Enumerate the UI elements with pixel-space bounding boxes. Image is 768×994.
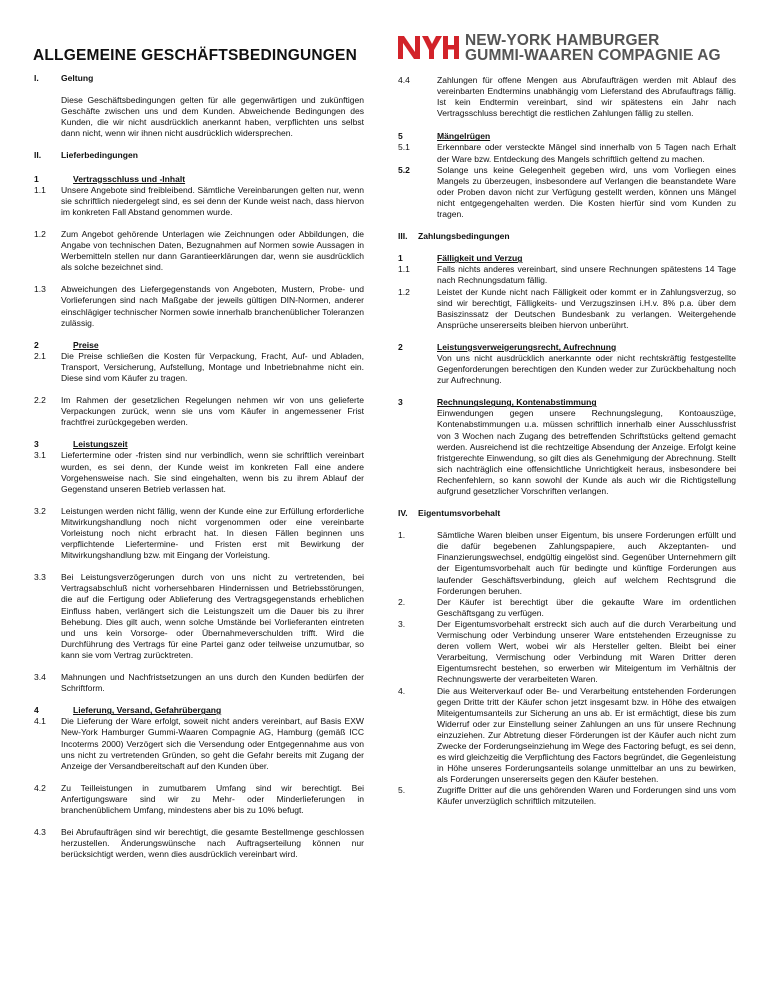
section-text: Diese Geschäftsbedingungen gelten für alle gegenwärtigen und zukünftigen Geschäfte zwischen uns und dem Kunden. Abweichende Bedingungen des Kunden, die wir nicht ausdrücklich anerkannt haben, verpflichten uns selbst dann nicht, wenn wir ihnen nicht ausdrücklich widersprechen.	[61, 95, 364, 139]
clause	[398, 165, 736, 220]
clause-text: Leistet der Kunde nicht nach Fälligkeit oder kommt er in Zahlungsverzug, so sind wir berechtigt, Fälligkeits- und Verzugszinsen i.H.v. 8% p.a. über dem Basiszinssatz der Deutschen Bundesbank zu verlangen. Weitergehende Ansprüche unsererseits bleiben hiervon unberührt.	[437, 286, 736, 330]
clause-text: Liefertermine oder -fristen sind nur verbindlich, wenn sie schriftlich vereinbart wurden, es sei denn, der Kunde weist im konkreten Fall eine andere Vorgehensweise nach. Sie sind eingehalten, wenn bis zu ihrem Ablauf der Gegenstand unseren Betrieb verlassen hat.	[61, 450, 364, 494]
subsection-number: 5	[398, 131, 403, 142]
clause	[34, 351, 364, 384]
section-number: I.	[34, 73, 39, 83]
clause-number: 4.4	[398, 75, 410, 85]
subsection-heading	[34, 439, 364, 450]
clause	[398, 530, 736, 597]
clause	[398, 686, 736, 786]
subsection-heading	[34, 340, 364, 351]
clause-number: 1.2	[398, 286, 410, 297]
left-column	[34, 73, 364, 860]
clause-text: Zugriffe Dritter auf die uns gehörenden Waren und Forderungen sind uns vom Käufer unverzüglich schriftlich mitzuteilen.	[437, 785, 736, 807]
subsection-title: Leistungsverweigerungsrecht, Aufrechnung	[437, 341, 617, 352]
subsection-title: Preise	[73, 339, 99, 350]
section-lieferbedingungen	[34, 150, 364, 161]
clause	[34, 672, 364, 694]
clause-text: Bei Abrufaufträgen sind wir berechtigt, die gesamte Bestellmenge geschlossen herzustellen. Änderungswünsche nach Auftragserteilung können nur berücksichtigt werden, wenn dies ausdrücklich vereinbart wird.	[61, 827, 364, 860]
clause-number: 2.1	[34, 350, 46, 361]
clause-number: 1.2	[34, 228, 46, 239]
clause-number: 3.1	[34, 450, 46, 461]
section-title: Eigentumsvorbehalt	[418, 508, 501, 519]
clause-text: Zahlungen für offene Mengen aus Abrufaufträgen werden mit Ablauf des vereinbarten Endtermins unabhängig vom Lieferstand des Abrufauftrags fällig. Ist kein Endtermin vereinbart, sind wir spätestens ein Jahr nach Vertragsschluss berechtigt die restlichen Zahlungen fällig zu stellen.	[437, 75, 736, 119]
section-number: IV.	[398, 508, 408, 519]
clause-number: 2.2	[34, 395, 46, 406]
clause	[34, 506, 364, 561]
clause-text: Die Lieferung der Ware erfolgt, soweit nicht anders vereinbart, auf Basis EXW New-York Hamburger Gummi-Waaren Compagnie AG, Hamburg (gemäß ICC Incoterms 2000) Verzögert sich die Versendung oder Entgegennahme aus von uns nicht zu vertretenden Gründen, so geht die Gefahr bereits mit Zugang der Anzeige der Versandbereitschaft auf den Kunden über.	[61, 716, 364, 771]
company-name	[465, 33, 721, 63]
clause-text: Im Rahmen der gesetzlichen Regelungen nehmen wir von uns gelieferte Verpackungen zurück, wenn sie uns vom Käufer in angemessener Frist frachtfrei zurückgegeben werden.	[61, 395, 364, 428]
subsection-heading	[398, 131, 736, 142]
company-name-line-2: GUMMI-WAAREN COMPAGNIE AG	[465, 47, 721, 64]
clause	[398, 142, 736, 164]
clause-text: Der Käufer ist berechtigt über die gekaufte Ware im ordentlichen Geschäftsgang zu verfügen.	[437, 596, 736, 618]
clause-number: 4.2	[34, 782, 46, 793]
clause-number: 1.3	[34, 284, 46, 295]
clause-text: Falls nichts anderes vereinbart, sind unsere Rechnungen spätestens 14 Tage nach Rechnungsdatum fällig.	[437, 264, 736, 286]
clause-number: 1.	[398, 530, 406, 541]
clause-number: 3.	[398, 618, 406, 629]
subsection-title: Fälligkeit und Verzug	[437, 253, 523, 264]
clause-text: Bei Leistungsverzögerungen durch von uns nicht zu vertretenden, bei Vertragsabschluß nicht vorhersehbaren Hindernissen und Betriebsstörungen, die auf die Fertigung oder Ablieferung des Vertragsgegenstands erheblichen Einfluss haben, verlängert sich die Leistungszeit um die Dauer bis zu ihrer Behebung. Dies gilt auch, wenn solche Umstände bei Vorlieferanten eintreten und uns kein Vorsorge- oder Übernahmeverschulden trifft. Wird die Durchführung des Vertrags für eine Partei ganz oder teilweise unzumutbar, so kann sie vom Vertrag zurücktreten.	[61, 572, 364, 660]
clause	[34, 450, 364, 494]
clause-number: 4.1	[34, 716, 46, 727]
clause-text: Von uns nicht ausdrücklich anerkannte oder nicht rechtskräftig festgestellte Gegenforderungen berechtigen den Kunden weder zur Zurückbehaltung noch zur Aufrechnung.	[437, 352, 736, 386]
section-geltung	[34, 73, 364, 139]
clause	[34, 185, 364, 218]
subsection-title: Mängelrügen	[437, 131, 491, 142]
section-title: Lieferbedingungen	[61, 150, 138, 161]
clause	[34, 395, 364, 428]
subsection-heading	[398, 397, 736, 408]
clause-number: 1.1	[398, 264, 410, 275]
subsection-number: 4	[34, 705, 39, 716]
clause	[398, 597, 736, 619]
clause	[34, 783, 364, 816]
clause-text: Zum Angebot gehörende Unterlagen wie Zeichnungen oder Abbildungen, die Angabe von technischen Daten, Bezugnahmen auf Normen sowie Aussagen in Werbemitteln stellen nur dann Garantieerklärungen dar, wenn sie ausdrücklich als solche bezeichnet sind.	[61, 228, 364, 273]
page-title: ALLGEMEINE GESCHÄFTSBEDINGUNGEN	[33, 47, 357, 64]
clause	[398, 785, 736, 807]
clause-text: Solange uns keine Gelegenheit gegeben wird, uns vom Vorliegen eines Mangels zu überzeugen, insbesondere auf Verlangen die beanstandete Ware oder Proben davon nicht zur Verfügung gestellt werden, können uns Mängel nicht entgegengehalten werden. Die Kosten hierfür sind vom Kunden zu tragen.	[437, 164, 736, 220]
subsection-title: Rechnungslegung, Kontenabstimmung	[437, 397, 597, 408]
clause-text: Zu Teilleistungen in zumutbarem Umfang sind wir berechtigt. Bei Anfertigungsware sind wir zu Mehr- oder Minderlieferungen in branchenüblichem Umfang, mindestens aber bis zu 10% befugt.	[61, 782, 364, 815]
subsection-number: 2	[34, 339, 39, 350]
clause-number: 5.2	[398, 164, 410, 175]
clause	[398, 287, 736, 331]
subsection-number: 1	[398, 253, 403, 264]
section-number: III.	[398, 231, 408, 242]
subsection-heading	[34, 705, 364, 716]
subsection-heading	[34, 174, 364, 185]
clause-number: 3.4	[34, 672, 46, 683]
subsection-title: Leistungszeit	[73, 439, 128, 450]
clause	[34, 284, 364, 328]
right-column	[398, 75, 736, 808]
clause-number: 5.	[398, 785, 406, 796]
clause-number: 2.	[398, 596, 406, 607]
clause-text: Einwendungen gegen unsere Rechnungslegung, Kontoauszüge, Kontenabstimmungen u.a. müssen schriftlich innerhalb einer Ausschlussfrist von 3 Wochen nach Zugang des betreffenden Schriftstücks geltend gemacht werden. Ausreichend ist die rechtzeitige Absendung der Anzeige. Erfolgt keine fristgerechte Einwendung, so gilt dies als Genehmigung der Abrechnung. Stellt sich nachträglich eine offensichtliche Unrichtigkeit heraus, insbesondere bei Rechenfehlern, so kann sowohl der Kunde als auch wir die Richtigstellung aufgrund gesetzlicher Vorschriften verlangen.	[437, 408, 736, 496]
company-logo	[398, 33, 738, 65]
clause-text: Die aus Weiterverkauf oder Be- und Verarbeitung entstehenden Forderungen gegen Dritte tritt der Käufer schon jetzt insgesamt bzw. in Höhe des etwaigen Miteigentumsanteils zur Sicherung an uns ab. Er ist ermächtigt, diese bis zum Widerruf oder zur Einstellung seiner Zahlungen an uns für unsere Rechnung einzuziehen. Zur Abtretung dieser Förderungen ist der Käufer auch nicht zum Zwecke der Forderungseinziehung im Wege des Factoring befugt, es sei denn, es wird gleichzeitig die Verpflichtung des Factors begründet, die Gegenleistung in Höhe unseres Forderungsanteils solange unmittelbar an uns zu bewirken, als Forderungen unsererseits gegen den Käufer bestehen.	[437, 685, 736, 785]
clause-text: Abweichungen des Liefergegenstands von Angeboten, Mustern, Probe- und Vorlieferungen sind nach Maßgabe der jeweils gültigen DIN-Normen, anderer einschlägiger technischer Normen sowie innerhalb branchenüblicher Toleranzen zulässig.	[61, 284, 364, 328]
clause	[34, 827, 364, 860]
clause	[398, 264, 736, 286]
subsection-number: 3	[34, 439, 39, 450]
clause-number: 3.3	[34, 572, 46, 583]
subsection-heading	[398, 342, 736, 353]
clause	[398, 619, 736, 686]
clause-text: Unsere Angebote sind freibleibend. Sämtliche Vereinbarungen gelten nur, wenn sie schriftlich niedergelegt sind, es sei denn der Kunde weist nach, dass hiervon im konkreten Fall Abstand genommen wurde.	[61, 184, 364, 217]
clause-number: 1.1	[34, 184, 46, 195]
clause-number: 5.1	[398, 142, 410, 153]
section-zahlungsbedingungen	[398, 231, 736, 242]
clause-number: 4.3	[34, 827, 46, 838]
subsection-number: 3	[398, 397, 403, 408]
section-title: Geltung	[61, 73, 94, 83]
subsection-title: Lieferung, Versand, Gefahrübergang	[73, 705, 222, 716]
clause-text: Sämtliche Waren bleiben unser Eigentum, bis unsere Forderungen erfüllt und die dafür begebenen Zahlungspapiere, auch Akzeptanten- und Finanzierungswechsel, endgültig eingelöst sind. Gegenüber Unternehmern gilt der Eigentumsvorbehalt auch für bedingte und künftige Forderungen aus laufender Geschäftsverbindung, gleich auf welchem Rechtsgrund die Forderungen beruhen.	[437, 530, 736, 596]
clause	[398, 75, 736, 119]
clause	[34, 229, 364, 273]
clause-text: Die Preise schließen die Kosten für Verpackung, Fracht, Auf- und Abladen, Transport, Versicherung, Aufstellung, Montage und Inbetriebnahme nicht ein. Diese sind vom Käufer zu tragen.	[61, 350, 364, 383]
clause-text: Erkennbare oder versteckte Mängel sind innerhalb von 5 Tagen nach Erhalt der Ware bzw. Entdeckung des Mangels schriftlich geltend zu machen.	[437, 142, 736, 164]
subsection-number: 2	[398, 341, 403, 352]
subsection-heading	[398, 253, 736, 264]
clause	[34, 572, 364, 661]
nyh-logo-mark-icon	[398, 33, 460, 61]
section-number: II.	[34, 150, 42, 161]
section-eigentumsvorbehalt	[398, 508, 736, 519]
clause-number: 4.	[398, 685, 406, 696]
clause-number: 3.2	[34, 505, 46, 516]
clause-text: Mahnungen und Nachfristsetzungen an uns durch den Kunden bedürfen der Schriftform.	[61, 672, 364, 694]
clause-text: Der Eigentumsvorbehalt erstreckt sich auch auf die durch Verarbeitung und Vermischung oder Verbindung unserer Ware entstehenden Erzeugnisse zu deren vollem Wert, wobei wir als Hersteller gelten. Bleibt bei einer Verarbeitung, Vermischung oder Verbindung mit Waren Dritter deren Eigentumsrecht bestehen, so erwerben wir Miteigentum im Verhältnis der Rechnungswerte der verarbeiteten Waren.	[437, 618, 736, 685]
subsection-number: 1	[34, 173, 39, 184]
clause-text: Leistungen werden nicht fällig, wenn der Kunde eine zur Erfüllung erforderliche Mitwirkungshandlung noch nicht vorgenommen oder eine vereinbarte Vorleistung noch nicht erbracht hat. In diesen Fällen beginnen uns verpflichtende Liefertermine- und Fristen erst mit Bewirkung der Mitwirkungshandlung bzw. mit Eingang der Vorleistung.	[61, 505, 364, 561]
subsection-title: Vertragsschluss und -Inhalt	[73, 173, 186, 184]
clause	[34, 716, 364, 771]
section-title: Zahlungsbedingungen	[418, 231, 510, 242]
company-name-line-1: NEW-YORK HAMBURGER	[465, 32, 660, 49]
